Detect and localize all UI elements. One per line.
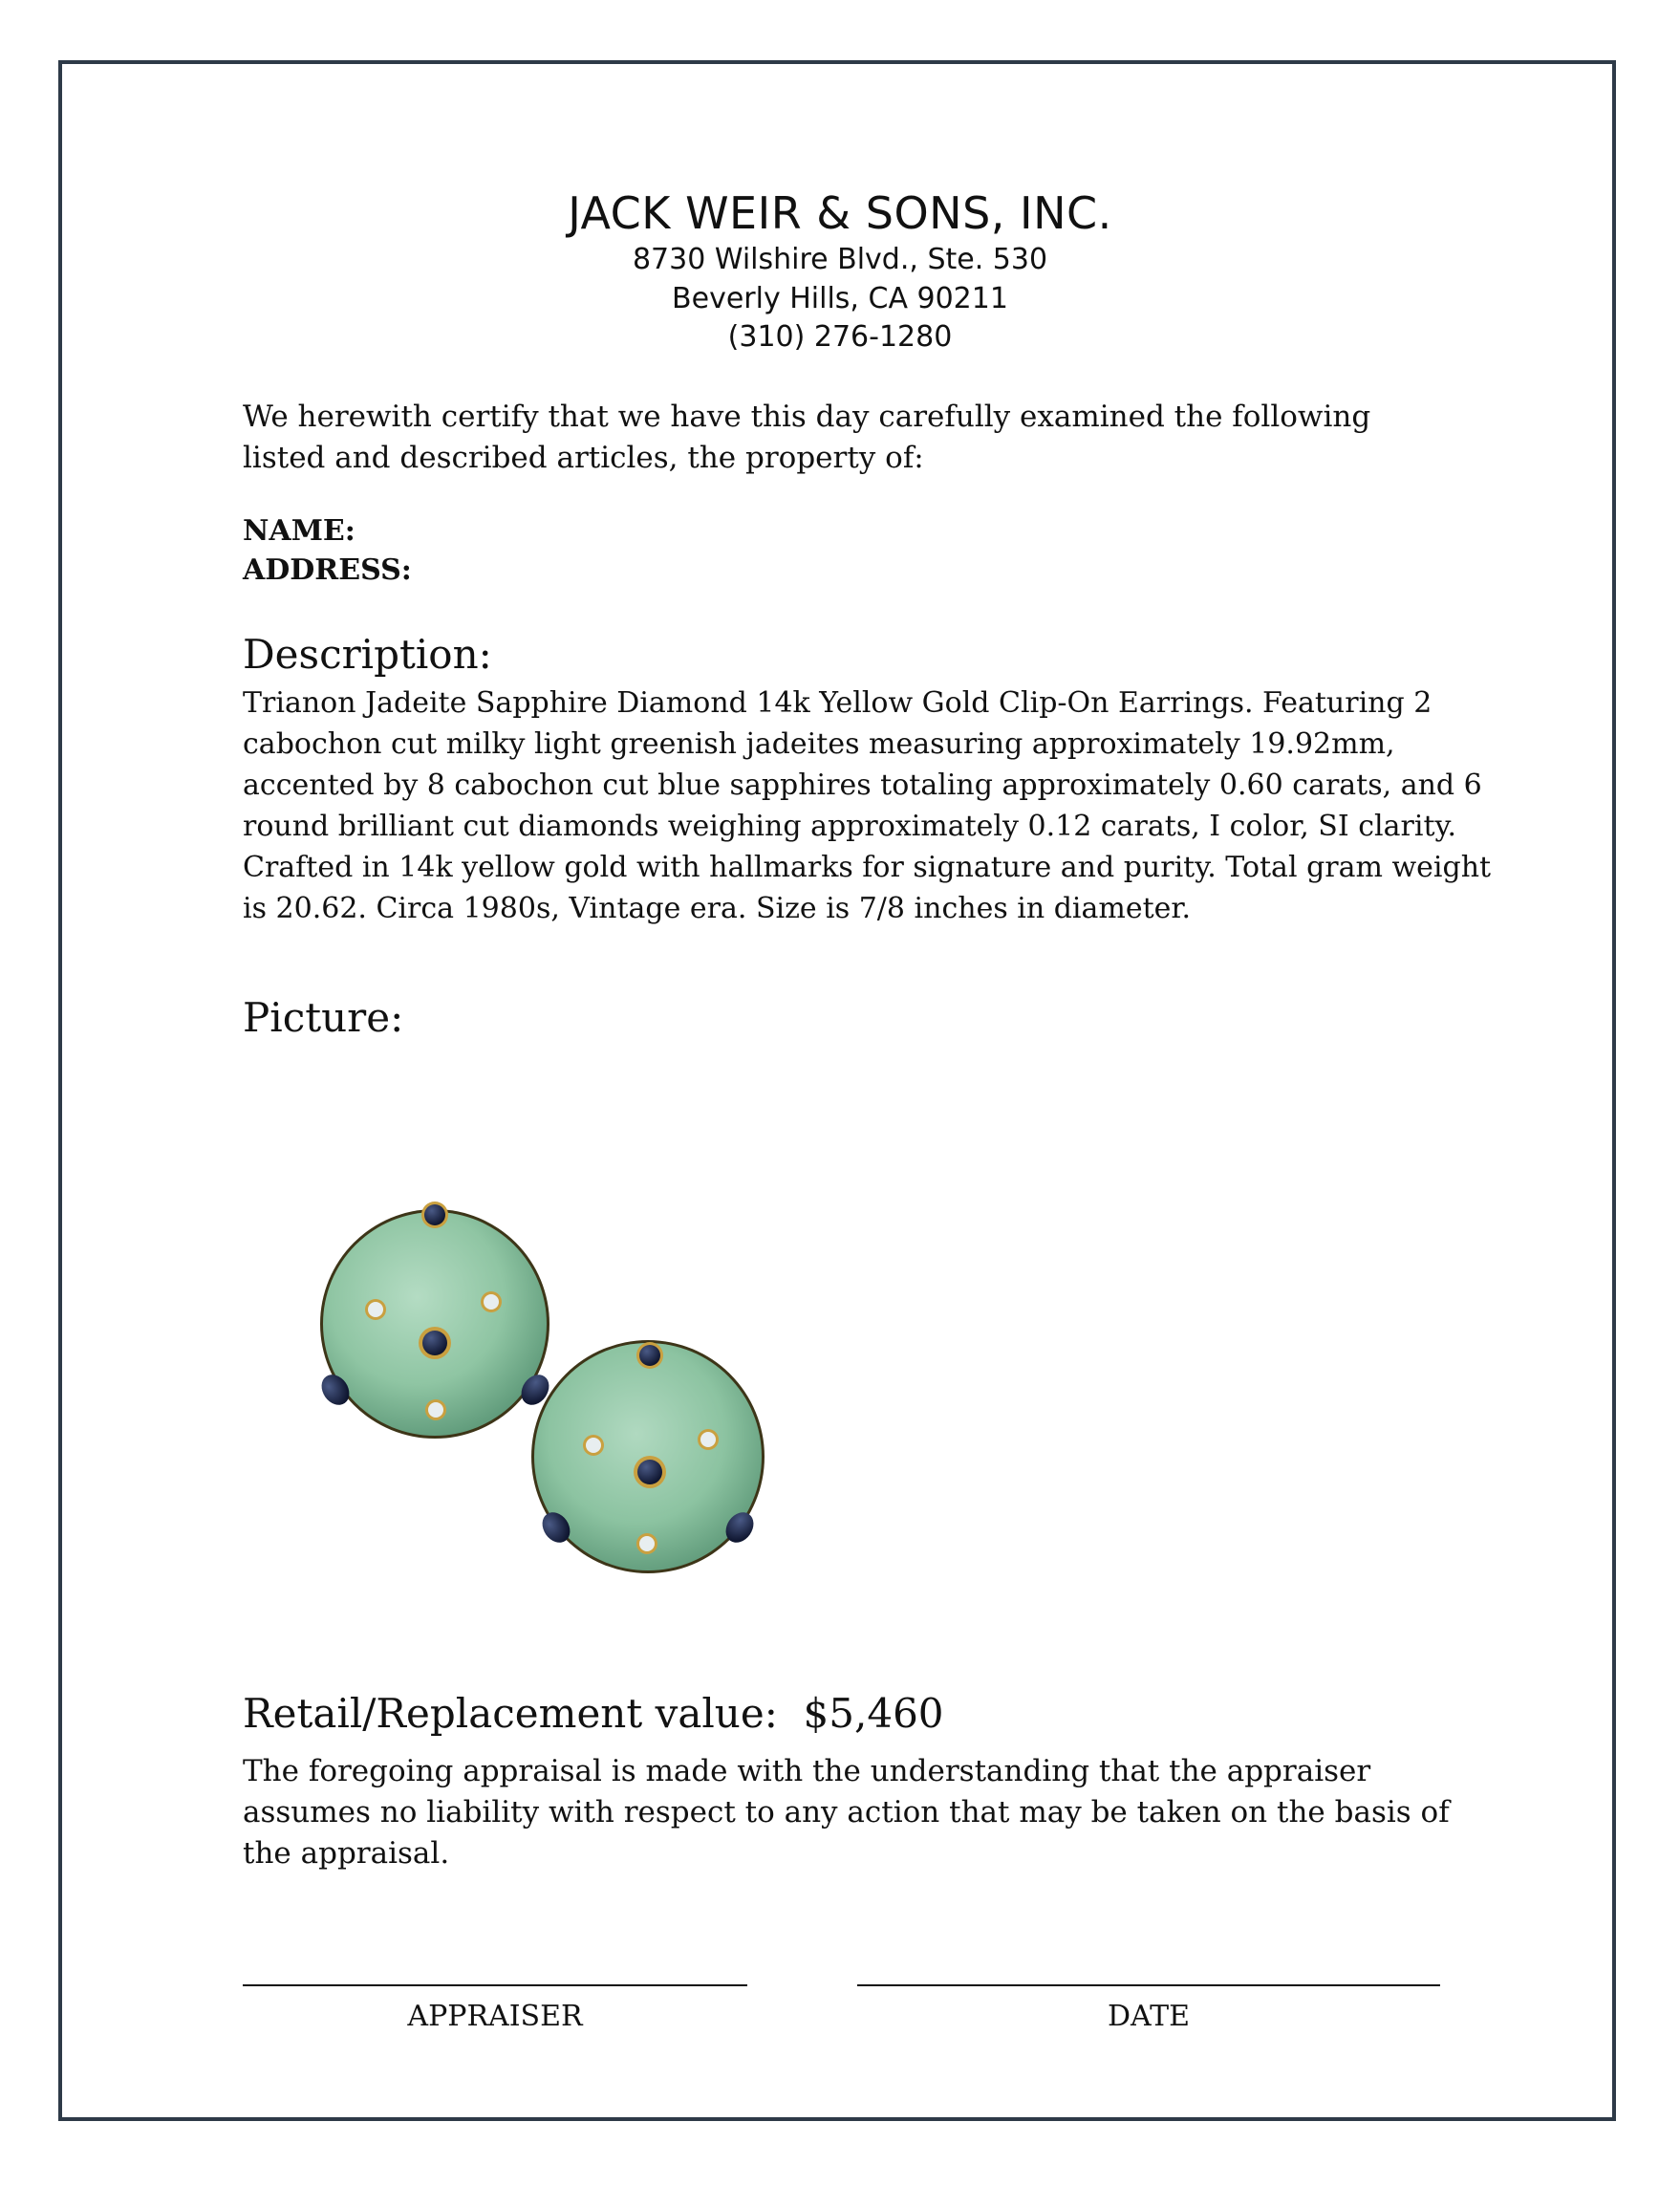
company-address-line2: Beverly Hills, CA 90211: [672, 282, 1008, 315]
description-heading: Description:: [243, 631, 492, 678]
description-line: accented by 8 cabochon cut blue sapphires totaling approximately 0.60 carats, and 6: [243, 769, 1482, 802]
retail-value: [243, 1690, 944, 1737]
description-line: is 20.62. Circa 1980s, Vintage era. Size is 7/8 inches in diameter.: [243, 892, 1191, 925]
earring-left: [316, 1202, 555, 1439]
description-line: Trianon Jadeite Sapphire Diamond 14k Yellow Gold Clip-On Earrings. Featuring 2: [243, 686, 1432, 720]
appraiser-signature-line: [243, 1984, 747, 1986]
retail-value-label: Retail/Replacement value:: [243, 1690, 778, 1737]
earrings-photo: [306, 1195, 822, 1615]
earring-right: [531, 1340, 765, 1573]
retail-value-amount: $5,460: [803, 1690, 944, 1737]
company-name: JACK WEIR & SONS, INC.: [568, 187, 1112, 239]
name-label: NAME:: [243, 514, 355, 548]
certification-statement: We herewith certify that we have this day carefully examined the following listed and described articles, the property of:: [243, 400, 1371, 475]
description-line: round brilliant cut diamonds weighing approximately 0.12 carats, I color, SI clarity.: [243, 810, 1457, 843]
description-line: cabochon cut milky light greenish jadeites measuring approximately 19.92mm,: [243, 727, 1395, 761]
company-phone: (310) 276-1280: [727, 320, 953, 354]
date-signature-line: [857, 1984, 1440, 1986]
company-address-line1: 8730 Wilshire Blvd., Ste. 530: [632, 243, 1048, 276]
address-label: ADDRESS:: [243, 553, 412, 587]
date-label: DATE: [1108, 2000, 1190, 2033]
description-line: Crafted in 14k yellow gold with hallmarks for signature and purity. Total gram weight: [243, 851, 1492, 884]
disclaimer: The foregoing appraisal is made with the understanding that the appraiser assumes no liability with respect to any action that may be taken on the basis of the appraisal.: [243, 1754, 1450, 1871]
appraiser-label: APPRAISER: [407, 2000, 583, 2033]
picture-heading: Picture:: [243, 994, 404, 1041]
